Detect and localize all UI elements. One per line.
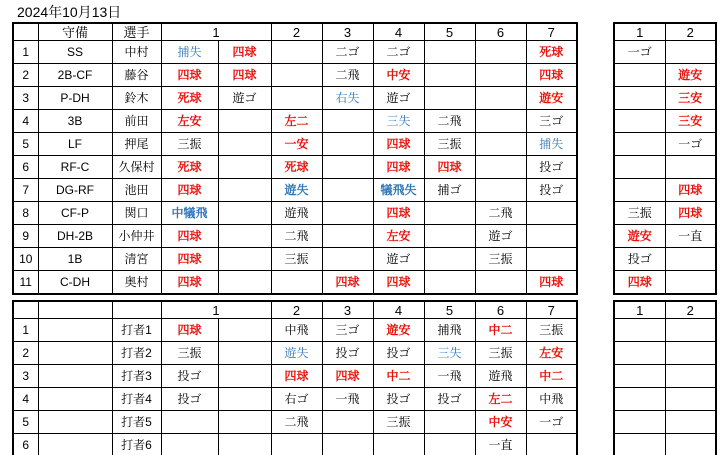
result-cell [218, 342, 271, 365]
result-cell [665, 365, 716, 388]
result-cell [424, 225, 475, 248]
row-number: 5 [13, 411, 38, 434]
table-row [13, 64, 577, 87]
result-cell: 三失 [424, 342, 475, 365]
result-cell: 四球 [614, 271, 665, 295]
result-cell [322, 434, 373, 455]
result-cell: 遊ゴ [373, 87, 424, 110]
table-row [614, 411, 716, 434]
player-cell: 打者3 [112, 365, 161, 388]
table-row [13, 202, 577, 225]
result-cell [424, 271, 475, 295]
result-cell [614, 133, 665, 156]
result-cell: 遊ゴ [218, 87, 271, 110]
result-cell [424, 64, 475, 87]
player-cell: 打者2 [112, 342, 161, 365]
result-cell [271, 87, 322, 110]
result-cell: 中犠飛 [161, 202, 218, 225]
inning-header: 5 [424, 301, 475, 319]
result-cell [218, 110, 271, 133]
result-cell: 投ゴ [373, 388, 424, 411]
table-row [13, 225, 577, 248]
result-cell: 捕失 [161, 41, 218, 64]
result-cell [614, 411, 665, 434]
result-cell: 遊飛 [475, 365, 526, 388]
result-cell [475, 179, 526, 202]
result-cell: 犠飛失 [373, 179, 424, 202]
position-cell: LF [38, 133, 112, 156]
result-cell [271, 271, 322, 295]
result-cell [665, 271, 716, 295]
inning-header: 7 [526, 23, 577, 41]
result-cell: 捕飛 [424, 319, 475, 342]
result-cell [218, 319, 271, 342]
table-row [13, 133, 577, 156]
player-cell: 中村 [112, 41, 161, 64]
result-cell [271, 434, 322, 455]
result-cell: 二ゴ [322, 41, 373, 64]
result-cell: 遊ゴ [475, 225, 526, 248]
result-cell [218, 225, 271, 248]
result-cell: 一ゴ [526, 411, 577, 434]
table-row [614, 434, 716, 455]
result-cell: 死球 [271, 156, 322, 179]
result-cell [526, 202, 577, 225]
result-cell: 遊安 [373, 319, 424, 342]
table-row [13, 342, 577, 365]
table-row [614, 271, 716, 295]
result-cell: 一ゴ [614, 41, 665, 64]
result-cell: 左二 [475, 388, 526, 411]
player-cell: 池田 [112, 179, 161, 202]
result-cell: 四球 [526, 271, 577, 295]
result-cell: 三振 [161, 133, 218, 156]
result-cell: 中飛 [526, 388, 577, 411]
position-cell: RF-C [38, 156, 112, 179]
batters-score-table [12, 300, 578, 455]
result-cell: 三振 [614, 202, 665, 225]
position-cell: 2B-CF [38, 64, 112, 87]
result-cell [665, 156, 716, 179]
result-cell [424, 41, 475, 64]
result-cell [322, 202, 373, 225]
table-row [13, 179, 577, 202]
position-cell: P-DH [38, 87, 112, 110]
position-header: 守備 [38, 23, 112, 41]
player-cell: 清宮 [112, 248, 161, 271]
result-cell: 四球 [218, 41, 271, 64]
result-cell: 二飛 [424, 110, 475, 133]
table-row [614, 133, 716, 156]
position-cell [38, 388, 112, 411]
result-cell: 一ゴ [665, 133, 716, 156]
table-row [614, 202, 716, 225]
result-cell: 四球 [665, 202, 716, 225]
result-cell: 二飛 [322, 64, 373, 87]
result-cell [322, 156, 373, 179]
result-cell: 四球 [424, 156, 475, 179]
result-cell: 死球 [161, 87, 218, 110]
result-cell [475, 271, 526, 295]
table-row [614, 365, 716, 388]
table-row [13, 110, 577, 133]
row-number: 6 [13, 434, 38, 455]
result-cell: 死球 [526, 41, 577, 64]
result-cell: 一直 [475, 434, 526, 455]
result-cell: 三振 [475, 248, 526, 271]
table-row [13, 411, 577, 434]
player-cell: 前田 [112, 110, 161, 133]
result-cell [526, 434, 577, 455]
result-cell: 二飛 [271, 225, 322, 248]
result-cell [218, 133, 271, 156]
result-cell: 中安 [475, 411, 526, 434]
table-row [13, 248, 577, 271]
player-cell: 打者6 [112, 434, 161, 455]
result-cell: 投ゴ [322, 342, 373, 365]
result-cell [218, 365, 271, 388]
table-row [13, 41, 577, 64]
result-cell [218, 271, 271, 295]
result-cell [424, 411, 475, 434]
result-cell [322, 411, 373, 434]
result-cell [614, 365, 665, 388]
result-cell [161, 411, 218, 434]
lineup-score-table [12, 22, 578, 295]
result-cell [614, 156, 665, 179]
position-cell [38, 365, 112, 388]
result-cell: 三ゴ [526, 110, 577, 133]
corner-cell [13, 23, 38, 41]
result-cell: 一直 [665, 225, 716, 248]
result-cell: 四球 [373, 133, 424, 156]
result-cell [475, 64, 526, 87]
result-cell [373, 434, 424, 455]
result-cell: 三振 [161, 342, 218, 365]
table-row [13, 156, 577, 179]
result-cell: 三ゴ [322, 319, 373, 342]
result-cell: 遊飛 [271, 202, 322, 225]
result-cell: 中飛 [271, 319, 322, 342]
player-cell: 押尾 [112, 133, 161, 156]
result-cell [475, 156, 526, 179]
result-cell: 四球 [161, 271, 218, 295]
player-cell: 打者5 [112, 411, 161, 434]
result-cell: 三振 [526, 319, 577, 342]
position-cell [38, 434, 112, 455]
result-cell [665, 319, 716, 342]
result-cell: 捕ゴ [424, 179, 475, 202]
result-cell [614, 342, 665, 365]
result-cell: 三振 [475, 342, 526, 365]
result-cell: 二飛 [271, 411, 322, 434]
result-cell [322, 133, 373, 156]
lineup-extra-innings-table [613, 22, 717, 295]
result-cell: 遊ゴ [373, 248, 424, 271]
result-cell [271, 64, 322, 87]
result-cell [271, 41, 322, 64]
player-cell: 打者4 [112, 388, 161, 411]
result-cell [665, 248, 716, 271]
player-cell: 久保村 [112, 156, 161, 179]
result-cell: 四球 [161, 179, 218, 202]
result-cell [161, 434, 218, 455]
table-row [13, 271, 577, 295]
result-cell: 四球 [161, 64, 218, 87]
inning-header: 6 [475, 23, 526, 41]
table-row [614, 319, 716, 342]
result-cell: 四球 [161, 319, 218, 342]
result-cell [614, 64, 665, 87]
inning-header: 1 [161, 23, 271, 41]
table-row [614, 225, 716, 248]
result-cell: 中二 [526, 365, 577, 388]
result-cell [614, 179, 665, 202]
result-cell: 三振 [373, 411, 424, 434]
result-cell: 左二 [271, 110, 322, 133]
inning-header: 3 [322, 301, 373, 319]
result-cell: 投ゴ [526, 179, 577, 202]
result-cell: 死球 [161, 156, 218, 179]
table-row [13, 434, 577, 455]
result-cell [322, 179, 373, 202]
result-cell [424, 202, 475, 225]
result-cell [475, 87, 526, 110]
result-cell: 三安 [665, 110, 716, 133]
row-number: 7 [13, 179, 38, 202]
result-cell [614, 87, 665, 110]
result-cell [665, 388, 716, 411]
table-row [13, 87, 577, 110]
result-cell [665, 41, 716, 64]
table-row [614, 342, 716, 365]
result-cell: 遊安 [526, 87, 577, 110]
result-cell: 一飛 [424, 365, 475, 388]
position-cell: 1B [38, 248, 112, 271]
table-row [614, 110, 716, 133]
result-cell: 四球 [526, 64, 577, 87]
result-cell: 投ゴ [161, 388, 218, 411]
inning-header: 4 [373, 301, 424, 319]
position-cell: 3B [38, 110, 112, 133]
result-cell: 投ゴ [526, 156, 577, 179]
result-cell: 四球 [161, 248, 218, 271]
inning-header: 1 [614, 23, 665, 41]
position-cell [38, 411, 112, 434]
inning-header: 5 [424, 23, 475, 41]
table-row [614, 388, 716, 411]
result-cell: 右ゴ [271, 388, 322, 411]
result-cell [665, 411, 716, 434]
result-cell [475, 41, 526, 64]
row-number: 8 [13, 202, 38, 225]
result-cell: 四球 [373, 271, 424, 295]
result-cell: 中二 [373, 365, 424, 388]
result-cell: 三安 [665, 87, 716, 110]
result-cell [218, 202, 271, 225]
result-cell: 三振 [424, 133, 475, 156]
player-cell: 奥村 [112, 271, 161, 295]
result-cell [526, 248, 577, 271]
row-number: 2 [13, 342, 38, 365]
player-header: 選手 [112, 23, 161, 41]
result-cell [322, 110, 373, 133]
table-row [614, 64, 716, 87]
inning-header: 2 [665, 301, 716, 319]
result-cell [475, 110, 526, 133]
result-cell: 投ゴ [614, 248, 665, 271]
result-cell: 投ゴ [424, 388, 475, 411]
result-cell [526, 225, 577, 248]
result-cell [614, 110, 665, 133]
table-row [614, 248, 716, 271]
page-title: 2024年10月13日 [17, 4, 122, 20]
inning-header: 1 [614, 301, 665, 319]
position-header [38, 301, 112, 319]
row-number: 11 [13, 271, 38, 295]
result-cell: 左安 [526, 342, 577, 365]
player-cell: 小仲井 [112, 225, 161, 248]
position-cell [38, 319, 112, 342]
result-cell: 遊安 [665, 64, 716, 87]
result-cell [424, 434, 475, 455]
result-cell: 四球 [322, 365, 373, 388]
position-cell: CF-P [38, 202, 112, 225]
result-cell [218, 434, 271, 455]
result-cell: 中二 [475, 319, 526, 342]
row-number: 5 [13, 133, 38, 156]
result-cell: 二ゴ [373, 41, 424, 64]
table-row [13, 365, 577, 388]
result-cell: 左安 [373, 225, 424, 248]
result-cell: 三振 [271, 248, 322, 271]
result-cell: 投ゴ [373, 342, 424, 365]
result-cell: 遊失 [271, 342, 322, 365]
result-cell: 投ゴ [161, 365, 218, 388]
result-cell [614, 388, 665, 411]
result-cell [424, 248, 475, 271]
position-cell: DH-2B [38, 225, 112, 248]
result-cell: 四球 [322, 271, 373, 295]
result-cell: 四球 [271, 365, 322, 388]
player-cell: 関口 [112, 202, 161, 225]
result-cell [475, 133, 526, 156]
inning-header: 2 [271, 301, 322, 319]
result-cell: 一安 [271, 133, 322, 156]
player-cell: 藤谷 [112, 64, 161, 87]
inning-header: 2 [271, 23, 322, 41]
result-cell: 一飛 [322, 388, 373, 411]
row-number: 3 [13, 365, 38, 388]
result-cell: 遊失 [271, 179, 322, 202]
position-cell: C-DH [38, 271, 112, 295]
result-cell: 四球 [373, 202, 424, 225]
position-cell: SS [38, 41, 112, 64]
row-number: 2 [13, 64, 38, 87]
player-cell: 鈴木 [112, 87, 161, 110]
row-number: 1 [13, 319, 38, 342]
result-cell: 遊安 [614, 225, 665, 248]
result-cell [218, 411, 271, 434]
player-header [112, 301, 161, 319]
row-number: 1 [13, 41, 38, 64]
result-cell: 左安 [161, 110, 218, 133]
inning-header: 4 [373, 23, 424, 41]
result-cell [218, 388, 271, 411]
table-row [13, 388, 577, 411]
result-cell [218, 179, 271, 202]
result-cell: 捕失 [526, 133, 577, 156]
row-number: 10 [13, 248, 38, 271]
table-row [614, 156, 716, 179]
inning-header: 6 [475, 301, 526, 319]
table-row [614, 179, 716, 202]
row-number: 4 [13, 110, 38, 133]
result-cell: 四球 [161, 225, 218, 248]
batters-extra-innings-table [613, 300, 717, 455]
position-cell [38, 342, 112, 365]
row-number: 4 [13, 388, 38, 411]
result-cell: 四球 [218, 64, 271, 87]
result-cell [218, 156, 271, 179]
result-cell [322, 225, 373, 248]
result-cell: 四球 [665, 179, 716, 202]
result-cell: 三失 [373, 110, 424, 133]
player-cell: 打者1 [112, 319, 161, 342]
result-cell [665, 342, 716, 365]
inning-header: 1 [161, 301, 271, 319]
table-row [614, 87, 716, 110]
result-cell: 中安 [373, 64, 424, 87]
result-cell [665, 434, 716, 455]
inning-header: 2 [665, 23, 716, 41]
result-cell [322, 248, 373, 271]
inning-header: 7 [526, 301, 577, 319]
inning-header: 3 [322, 23, 373, 41]
table-row [614, 41, 716, 64]
result-cell [614, 319, 665, 342]
row-number: 3 [13, 87, 38, 110]
result-cell [424, 87, 475, 110]
position-cell: DG-RF [38, 179, 112, 202]
result-cell: 二飛 [475, 202, 526, 225]
result-cell: 右失 [322, 87, 373, 110]
row-number: 6 [13, 156, 38, 179]
row-number: 9 [13, 225, 38, 248]
result-cell: 四球 [373, 156, 424, 179]
corner-cell [13, 301, 38, 319]
result-cell [614, 434, 665, 455]
table-row [13, 319, 577, 342]
result-cell [218, 248, 271, 271]
